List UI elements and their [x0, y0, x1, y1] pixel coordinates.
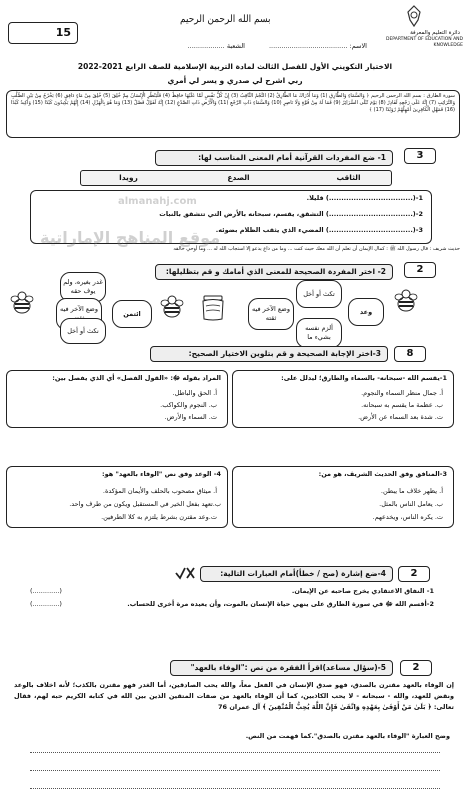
q3-block-4 — [6, 466, 228, 528]
answer-line-2[interactable] — [30, 770, 440, 771]
section-field[interactable]: الشعبة .................. — [187, 42, 245, 50]
q1-word-2: الصدع — [227, 173, 250, 182]
bismillah-text: بسم الله الرحمن الرحيم — [179, 14, 271, 25]
q3-block-1-option-b[interactable]: ب. عظمة ما يقسم به سبحانه. — [361, 401, 443, 409]
q2-left-option-3[interactable]: نكث أو أخل — [60, 318, 106, 344]
q3-block-1-option-a[interactable]: أ. جمال منظر السماء والنجوم. — [361, 389, 443, 397]
bee-small-icon — [10, 290, 34, 316]
q1-item-2[interactable]: 2-(..................................) التشقق، يقسم، سبحانه بالأرض التي تتشقق بالنبات — [159, 210, 423, 218]
q3-block-2-option-a[interactable]: أ. الحق والباطل. — [172, 389, 217, 397]
q3-block-3-option-c[interactable]: ت. يكره الناس، ويخدعهم. — [372, 513, 443, 521]
ministry-name-en: DEPARTMENT OF EDUCATION AND KNOWLEDGE — [386, 37, 463, 48]
q2-right-option-3[interactable]: ألزم نفسه بشيء ما — [296, 318, 342, 348]
q2-left-center: ائتمن — [112, 300, 152, 328]
q2-right-center: وعد — [348, 298, 384, 326]
bee-left-icon — [160, 294, 184, 320]
exam-title: الاختبار التكويني الأول للفصل الثالث لمادة التربية الإسلامية للصف الرابع 2021-2022 — [77, 62, 393, 71]
q3-block-4-option-b[interactable]: ب.تعهد بفعل الخير في المستقبل ويكون من طرف واحد. — [69, 500, 221, 508]
q3-block-1-option-c[interactable]: ت. شدة بعد السماء عن الأرض. — [358, 413, 443, 421]
q3-block-1 — [232, 370, 454, 428]
q2-right-option-1[interactable]: تكث أو أخل — [296, 280, 342, 308]
q4-mark-1[interactable]: (.............) — [30, 587, 62, 595]
q3-block-2-stem: المراد بقوله ﷻ: «القول الفصل» أي الذي يفصل بين: — [52, 374, 221, 382]
q1-score: 3 — [404, 148, 436, 164]
q3-block-3-option-a[interactable]: أ. يظهر خلاف ما يبطن. — [380, 487, 443, 495]
q3-block-3-option-b[interactable]: ب. يعامل الناس بالمثل. — [379, 500, 443, 508]
page-number: 15 — [55, 26, 71, 39]
q2-left-option-2[interactable]: وضع الآخر فيه — [56, 298, 102, 330]
q3-block-3-stem: 3-المنافق وفق الحديث الشريف، هو من: — [318, 470, 447, 478]
student-name-field[interactable]: الاسم: ...................................... — [268, 42, 367, 50]
honey-jar-icon — [198, 292, 228, 322]
q5-title: 5-(سؤال مساعد)اقرأ الفقرة من نص :"الوفاء بالعهد" — [170, 660, 393, 676]
q1-word-bank — [80, 170, 392, 186]
q4-item-2: 2-أقسم الله ﷻ في سورة الطارق على ينهي حياة الإنسان بالموت، وأن يعيده مرة أخرى للحساب. — [127, 600, 434, 608]
answer-line-1[interactable] — [30, 752, 440, 753]
watermark-brand: موقع المناهج الإماراتية — [40, 228, 221, 247]
opening-prayer: ربي اشرح لي صدري و يسر لي أمري — [167, 76, 303, 85]
q1-item-1[interactable]: 1-(..................................) قليلا. — [306, 194, 423, 202]
q3-block-2-option-b[interactable]: ب. النجوم والكواكب. — [160, 401, 217, 409]
bee-right-icon — [394, 288, 418, 314]
q5-paragraph: إن الوفاء بالعهد مقترن بالصدق، فهو صدق الإنسان في الفعل معاً، والله يحب الصادقين، أما الغدر فهو مقترن بالكذب؛ لأنه اخلاف بالوعد ونقض للعهد، والله - سبحانه - لا يحب الكاذبين، كما أن الوفاء بالعهد من صفات المتقين الذين بين الله في كتابه الكريم حبه لهم، فقال تعالى: ﴿ بَلَىٰ مَنْ أَوْفَىٰ بِعَهْدِهِ وَاتَّقَىٰ فَإِنَّ اللَّهَ يُحِبُّ الْمُتَّقِينَ ﴾ آل عمران 76 — [14, 681, 454, 711]
q1-item-3[interactable]: 3-(..................................) المضيء الذي يثقب الظلام بضوئه. — [215, 226, 423, 234]
q3-block-4-option-a[interactable]: أ. ميثاق مصحوب بالحلف والأيمان المؤكدة. — [102, 487, 217, 495]
q5-score: 2 — [400, 660, 432, 676]
q3-block-1-stem: 1-يقسم الله -سبحانه- بالسماء والطارق؛ ليدلل على: — [281, 374, 447, 382]
hadith-text: حديث شريف : قال رسول الله ﷺ : كمال الإيمان أن تعلم أن الله معك حيث كنت ... وما من داع يدعو إلا استجاب الله له ... وما أوحي خالقه — [173, 246, 460, 252]
q2-title: 2- اختر المفردة الصحيحة للمعنى الذي أمامك و قم بتظليلها: — [155, 264, 393, 280]
q2-right-option-2[interactable]: وضع الآخر فيه ثقته — [248, 298, 294, 330]
answer-line-3[interactable] — [30, 788, 440, 789]
page-number-box — [8, 22, 78, 44]
surah-text: سورة الطارق : بسم الله الرحمن الرحيم ﴿ وَالسَّمَاءِ وَالطَّارِقِ (1) وَمَا أَدْرَاكَ مَا الطَّارِقُ (2) النَّجْمُ الثَّاقِبُ (3) إِنْ كُلُّ نَفْسٍ لَمَّا عَلَيْهَا حَافِظٌ (4) فَلْيَنْظُرِ الْإِنْسَانُ مِمَّ خُلِقَ (5) خُلِقَ مِنْ مَاءٍ دَافِقٍ (6) يَخْرُجُ مِنْ بَيْنِ الصُّلْبِ وَالتَّرَائِبِ (7) إِنَّهُ عَلَى رَجْعِهِ لَقَادِرٌ (8) يَوْمَ تُبْلَى السَّرَائِرُ (9) فَمَا لَهُ مِنْ قُوَّةٍ وَلَا نَاصِرٍ (10) وَالسَّمَاءِ ذَاتِ الرَّجْعِ (11) وَالْأَرْضِ ذَاتِ الصَّدْعِ (12) إِنَّهُ لَقَوْلٌ فَصْلٌ (13) وَمَا هُوَ بِالْهَزْلِ (14) إِنَّهُمْ يَكِيدُونَ كَيْدًا (15) وَأَكِيدُ كَيْدًا (16) فَمَهِّلِ الْكَافِرِينَ أَمْهِلْهُمْ رُوَيْدًا (17) ﴾ — [11, 93, 455, 113]
calligraphy-bismillah — [170, 8, 280, 32]
watermark-site: almanahj.com — [118, 196, 197, 207]
ministry-logo — [400, 4, 428, 30]
q3-score: 8 — [394, 346, 426, 362]
q3-block-4-stem: 4- الوعد وفق نص "الوفاء بالعهد" هو: — [102, 470, 221, 478]
q1-title: 1- ضع المفردات القرآنية أمام المعنى المناسب لها: — [155, 150, 393, 166]
q3-title: 3-اختر الإجابة الصحيحة و قم بتلوين الاختيار الصحيح: — [150, 346, 388, 362]
q4-title: 4-ضع إشارة (صح / خطأ)أمام العبارات التالية: — [200, 566, 393, 582]
surah-passage — [6, 90, 460, 138]
q5-question: وضح العبارة "الوفاء بالعهد مقترن بالصدق".كما فهمت من النص. — [245, 732, 450, 740]
ministry-name-ar: دائرة التعليم والمعرفة — [410, 30, 460, 36]
q1-word-1: الثاقب — [336, 173, 361, 182]
q1-word-3: رويدا — [119, 173, 138, 182]
q3-block-2 — [6, 370, 228, 428]
q3-block-3 — [232, 466, 454, 528]
q4-mark-2[interactable]: (.............) — [30, 600, 62, 608]
falcon-emblem-icon — [400, 4, 428, 30]
check-cross-icon — [174, 564, 196, 582]
q4-item-1: 1- النفاق الاعتقادي يخرج صاحبه عن الإيمان. — [291, 587, 434, 595]
q3-block-4-option-c[interactable]: ت.وعد مقترن بشرط يلتزم به كلا الطرفين. — [101, 513, 217, 521]
q2-left-option-1[interactable]: غدر بغيره، ولم يوف حقه — [60, 272, 106, 302]
q3-block-2-option-c[interactable]: ت. السماء والأرض. — [164, 413, 217, 421]
q4-score: 2 — [398, 566, 430, 582]
q4-items-box — [30, 586, 440, 618]
q2-score: 2 — [404, 262, 436, 278]
